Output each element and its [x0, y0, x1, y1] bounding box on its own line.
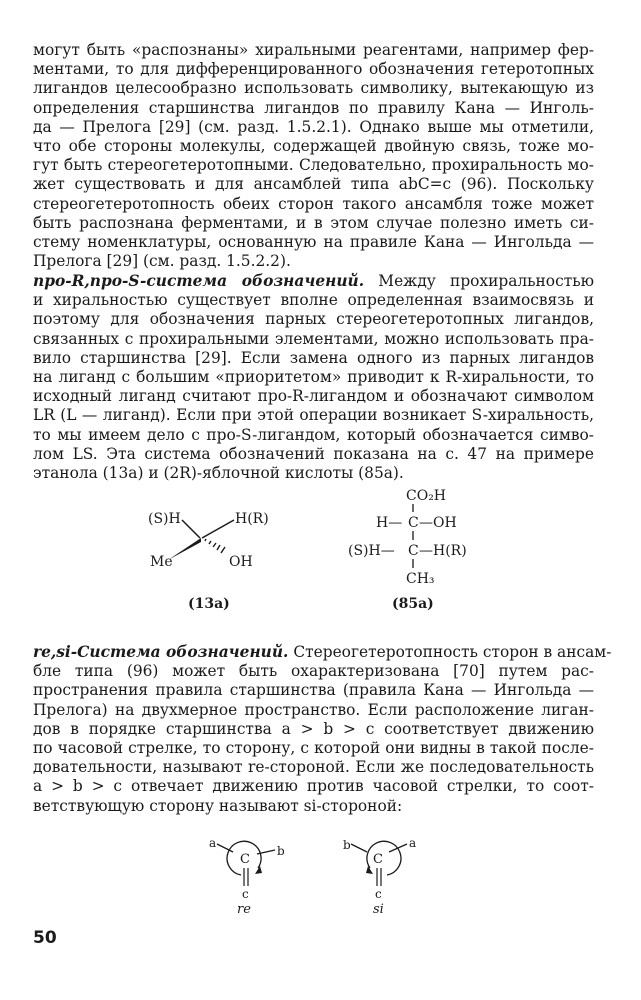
fig-re-label-a: a — [209, 836, 217, 850]
fig13a-wedge-bond — [168, 538, 201, 560]
fig13a-bond-tr — [202, 520, 234, 538]
paragraph-1-line-0: могут быть «распознаны» хиральными реагентами, например фер- — [33, 41, 594, 59]
paragraph-1-line-6: гут быть стереогетеротопными. Следовательно, прохиральность мо- — [33, 156, 594, 175]
paragraph-2-rest-line-6: LR (L — лиганд). Если при этой операции возникает S-хиральность, — [33, 406, 594, 425]
paragraph-2-rest-line-2: связанных с прохиральными элементами, можно использовать пра- — [33, 329, 594, 348]
paragraph-2-rest-line-0: и хиральностью существует вполне определенная взаимосвязь и — [33, 291, 594, 310]
fig85a-row1-left: H— — [376, 515, 403, 531]
paragraph-3-rest-line-1: пространения правила старшинства (правила Кана — Ингольда — — [33, 681, 594, 700]
paragraph-3-line-0 — [33, 643, 612, 662]
paragraph-2-rest-line-7: то мы имеем дело с про-S-лигандом, который обозначается симво- — [33, 425, 594, 444]
fig-re-bottom-c: c — [242, 887, 249, 901]
fig85a-row1-c: C — [408, 515, 419, 531]
fig-re-center-c: C — [240, 852, 250, 867]
fig13a-bottom-right: OH — [229, 554, 253, 570]
paragraph-3 — [33, 643, 612, 816]
paragraph-3-rest-line-0: бле типа (96) может быть охарактеризована [70] путем рас- — [33, 662, 594, 681]
paragraph-1-line-11: Прелога [29] (см. разд. 1.5.2.2). — [33, 252, 291, 271]
paragraph-1 — [33, 41, 594, 271]
fig13a-bottom-left: Me — [150, 554, 173, 570]
fig85a-row2-right: —H(R) — [419, 543, 467, 559]
fig-re-caption: re — [237, 902, 251, 917]
fig85a-row2-c: C — [408, 543, 419, 559]
paragraph-1-line-2: лигандов целесообразно использовать символику, вытекающую из — [33, 79, 594, 98]
fig13a-bond-tl — [182, 520, 200, 538]
paragraph-2-rest-line-1: поэтому для обозначения парных стереогетеротопных лигандов, — [33, 310, 594, 329]
paragraph-3-rest-line-6: a > b > c отвечает движению против часовой стрелки, то соот- — [33, 777, 594, 796]
paragraph-3-line-0-rest: Стереогетеротопность сторон в ансам- — [288, 643, 612, 661]
fig85a-row2-left: (S)H— — [348, 543, 395, 559]
paragraph-2-line-0 — [33, 272, 594, 291]
fig85a-bottom: CH₃ — [406, 571, 435, 587]
fig-si-center-c: C — [373, 852, 383, 867]
paragraph-3-rest-line-3: дов в порядке старшинства a > b > c соответствует движению — [33, 719, 594, 738]
fig-si-label-a: a — [409, 836, 417, 850]
fig85a-row1-right: —OH — [419, 515, 457, 531]
fig13a-hash-bond — [205, 539, 225, 553]
paragraph-2-rest-line-5: исходный лиганд считают про-R-лигандом и обозначают символом — [33, 387, 594, 406]
fig13a-top-left: (S)H — [148, 511, 181, 527]
figure-13a — [140, 498, 290, 616]
paragraph-2-rest-line-8: лом LS. Эта система обозначений показана на с. 47 на примере — [33, 444, 594, 463]
fig-re-label-b: b — [277, 844, 285, 858]
fig13a-caption: (13a) — [188, 596, 230, 612]
section-heading-re-si: re,si-Система обозначений. — [33, 643, 289, 661]
paragraph-1-line-9: быть распознана ферментами, и в этом случае полезно иметь си- — [33, 213, 594, 232]
paragraph-2-rest-line-3: вило старшинства [29]. Если замена одного из парных лигандов — [33, 348, 594, 367]
paragraph-2-line-0-rest: Между прохиральностью — [364, 272, 594, 290]
paragraph-3-rest-line-4: по часовой стрелке, то сторону, с которой они видны в такой после- — [33, 739, 594, 758]
paragraph-2 — [33, 272, 594, 483]
paragraph-1-line-5: что обе стороны молекулы, содержащей двойную связь, тоже мо- — [33, 137, 594, 156]
paragraph-2-rest-line-9: этанола (13а) и (2R)-яблочной кислоты (85а). — [33, 464, 404, 483]
fig-si-bond-b — [351, 844, 367, 852]
paragraph-1-line-1: ментами, то для дифференцированного обозначения гетеротопных — [33, 60, 594, 79]
fig85a-top: CO₂H — [406, 488, 447, 504]
fig85a-caption: (85a) — [392, 596, 434, 612]
paragraph-1-line-8: стереогетеротопность обеих сторон такого ансамбля тоже может — [33, 194, 594, 213]
paragraph-1-line-4: да — Прелога [29] (см. разд. 1.5.2.1). Однако выше мы отметили, — [33, 117, 594, 136]
paragraph-1-line-3: определения старшинства лигандов по правилу Кана — Инголь- — [33, 98, 594, 117]
page-number: 50 — [33, 928, 57, 948]
paragraph-3-rest-line-5: довательности, называют re-стороной. Если же последовательность — [33, 758, 594, 777]
paragraph-3-rest-line-2: Прелога) на двухмерное пространство. Если расположение лиган- — [33, 700, 594, 719]
figure-re — [205, 830, 295, 922]
paragraph-3-rest-line-7: ветствующую сторону называют si-стороной: — [33, 796, 403, 815]
fig-si-label-b: b — [343, 838, 351, 852]
paragraph-1-line-7: жет существовать и для ансамблей типа abC=c (96). Поскольку — [33, 175, 594, 194]
section-heading-pro-r-pro-s: про-R,про-S-система обозначений. — [33, 272, 365, 290]
paragraph-1-line-10: стему номенклатуры, основанную на правиле Кана — Ингольда — — [33, 233, 594, 252]
fig-si-caption: si — [373, 902, 384, 917]
figure-85a — [340, 482, 510, 616]
paragraph-2-rest-line-4: на лиганд с большим «приоритетом» приводит к R-хиральности, то — [33, 368, 594, 387]
fig-si-bottom-c: c — [375, 887, 382, 901]
fig13a-top-right: H(R) — [235, 511, 269, 527]
figure-si — [335, 830, 425, 922]
